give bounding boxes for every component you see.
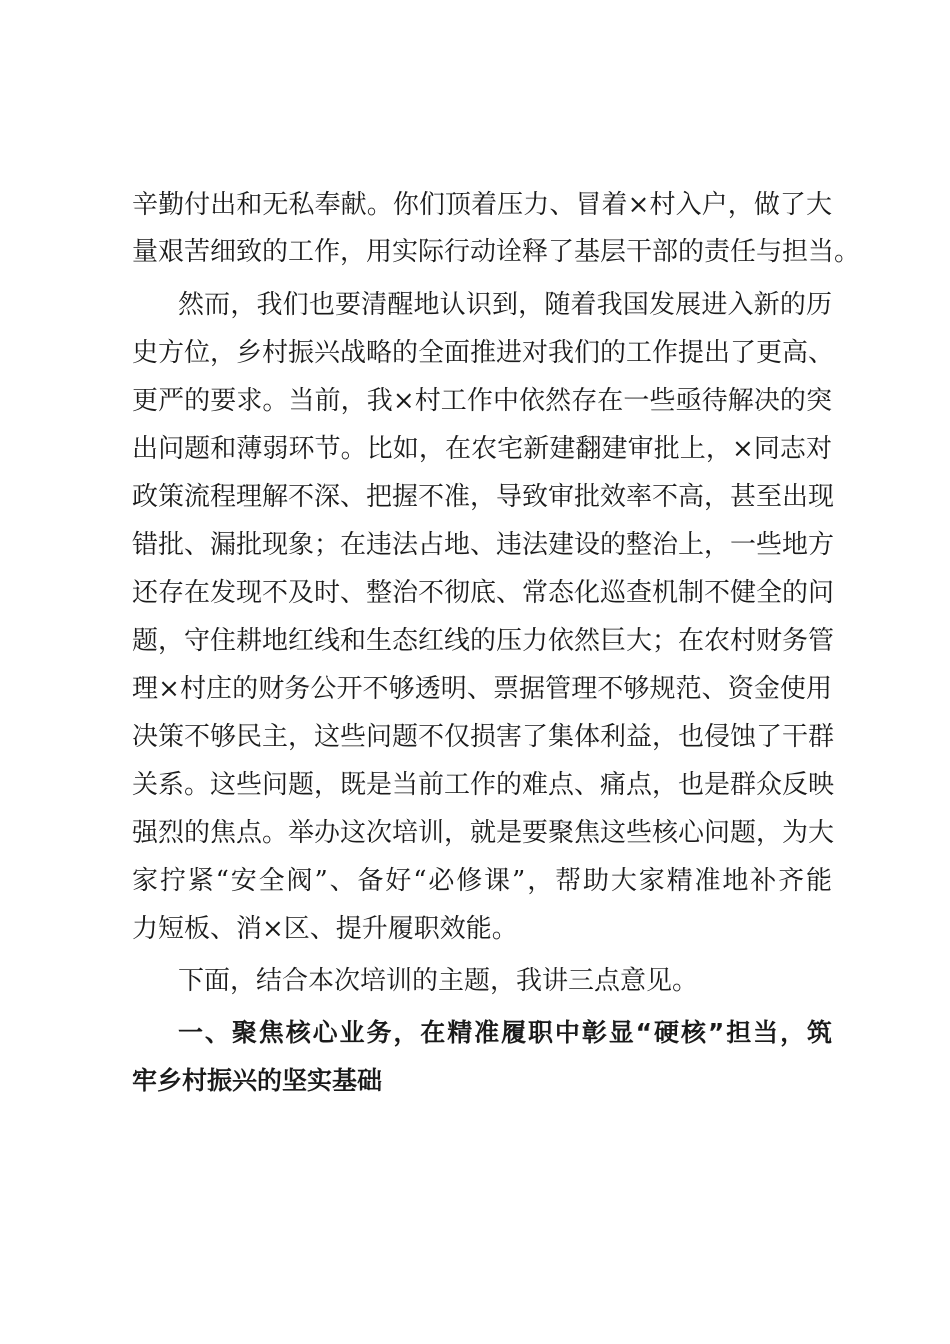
- text-line: 出问题和薄弱环节。比如，在农宅新建翻建审批上，×同志对: [132, 434, 832, 464]
- text-line: 下面，结合本次培训的主题，我讲三点意见。: [178, 966, 699, 996]
- text-line: 理×村庄的财务公开不够透明、票据管理不够规范、资金使用: [132, 674, 832, 704]
- text-line: 家拧紧“安全阀”、备好“必修课”，帮助大家精准地补齐能: [132, 866, 832, 896]
- text-line: 关系。这些问题，既是当前工作的难点、痛点，也是群众反映: [132, 770, 835, 800]
- text-line: 然而，我们也要清醒地认识到，随着我国发展进入新的历: [178, 290, 832, 320]
- text-line: 力短板、消×区、提升履职效能。: [132, 914, 518, 944]
- text-line: 量艰苦细致的工作，用实际行动诠释了基层干部的责任与担当。: [132, 237, 861, 267]
- section-heading-line: 牢乡村振兴的坚实基础: [132, 1066, 383, 1095]
- text-line: 还存在发现不及时、整治不彻底、常态化巡查机制不健全的问: [132, 578, 835, 608]
- text-line: 更严的要求。当前，我×村工作中依然存在一些亟待解决的突: [132, 386, 832, 416]
- text-line: 辛勤付出和无私奉献。你们顶着压力、冒着×村入户，做了大: [132, 190, 832, 220]
- text-line: 错批、漏批现象；在违法占地、违法建设的整治上，一些地方: [132, 530, 835, 560]
- section-heading-line: 一、聚焦核心业务，在精准履职中彰显“硬核”担当，筑: [178, 1018, 832, 1047]
- text-line: 强烈的焦点。举办这次培训，就是要聚焦这些核心问题，为大: [132, 818, 835, 848]
- text-line: 史方位，乡村振兴战略的全面推进对我们的工作提出了更高、: [132, 338, 835, 368]
- text-line: 决策不够民主，这些问题不仅损害了集体利益，也侵蚀了干群: [132, 722, 835, 752]
- text-line: 题，守住耕地红线和生态红线的压力依然巨大；在农村财务管: [132, 626, 835, 656]
- text-line: 政策流程理解不深、把握不准，导致审批效率不高，甚至出现: [132, 482, 835, 512]
